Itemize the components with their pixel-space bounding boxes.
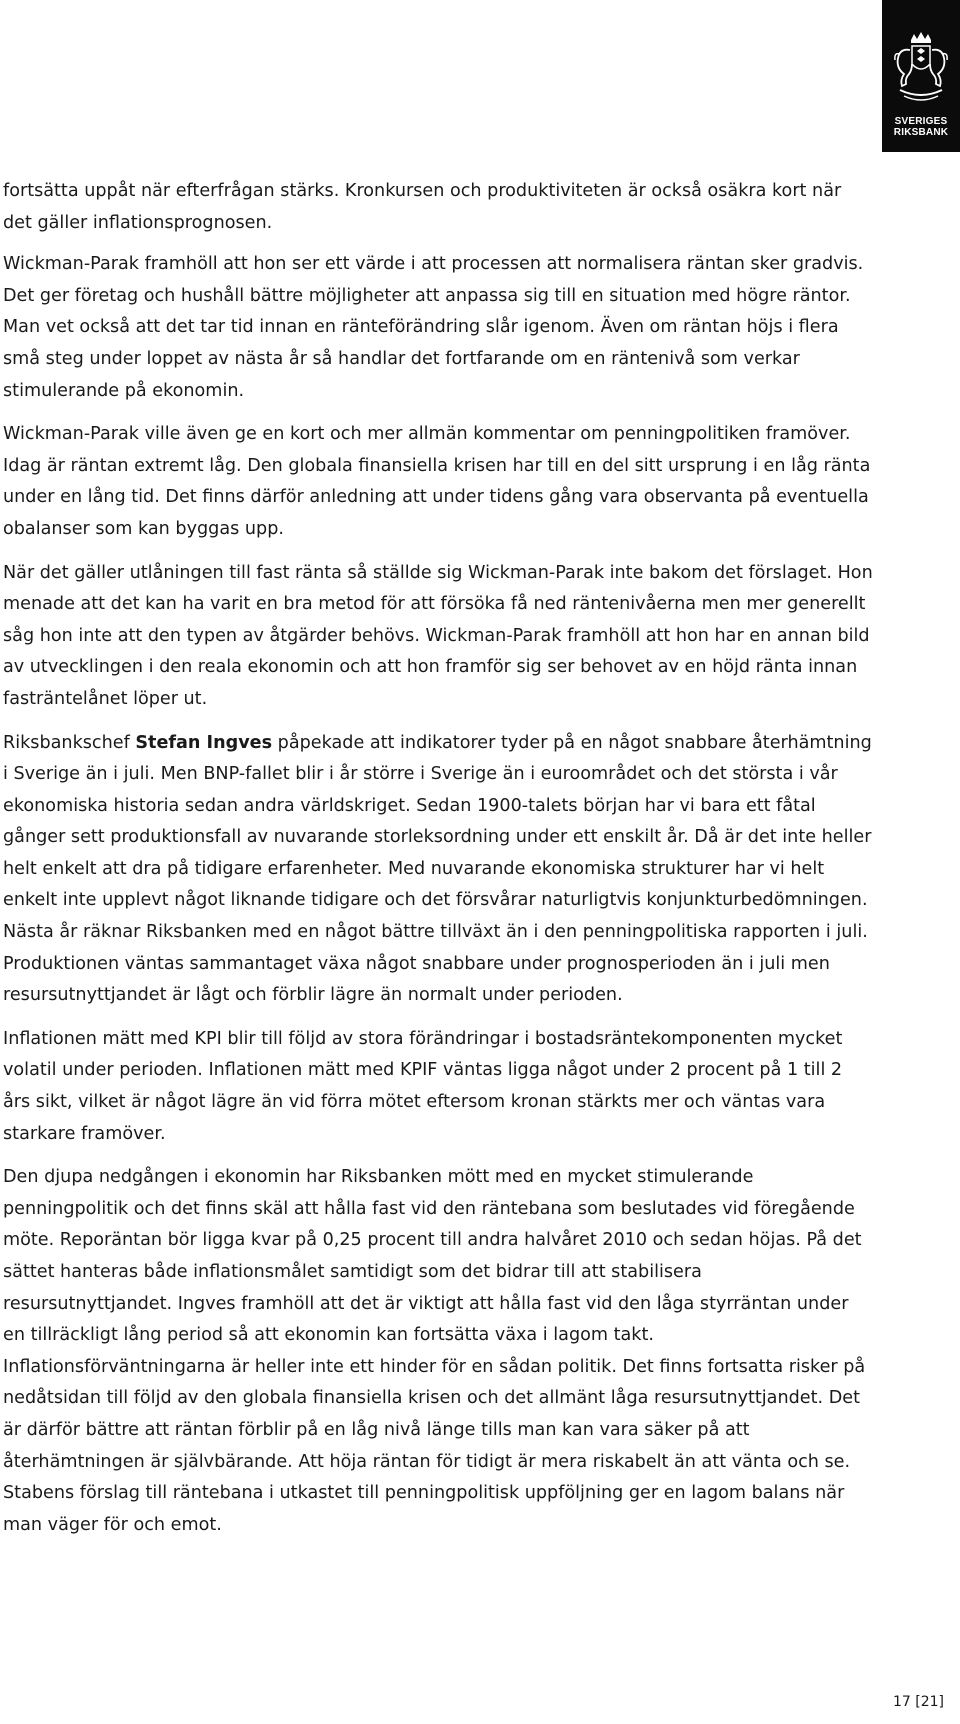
logo-line-1: SVERIGES (894, 116, 948, 127)
logo-line-2: RIKSBANK (893, 127, 949, 138)
logo-wordmark (894, 116, 948, 138)
paragraph-riksbankschef (3, 728, 873, 1012)
paragraph-wickman-parak-fixed-rate: När det gäller utlåningen till fast ränta så ställde sig Wickman-Parak inte bakom det förslaget. Hon menade att det kan ha varit en bra metod för att försöka få ned räntenivåerna men mer generellt såg hon inte att den typen av åtgärder behövs. Wickman-Parak framhöll att hon har en annan bild av utvecklingen i den reala ekonomin och att hon framför sig ser behovet av en höjd ränta innan fasträntelånet löper ut. (3, 562, 873, 709)
crowned-lions-emblem-icon (890, 30, 952, 110)
paragraph-prefix: Riksbankschef (3, 732, 136, 753)
paragraph-rest: påpekade att indikatorer tyder på en något snabbare återhämtning i Sverige än i juli. Men BNP-fallet blir i år större i Sverige än i euroområdet och det största i vår ekonomiska historia sedan andra världskriget. Sedan 1900-talets början har vi bara ett fåtal gånger sett produktionsfall av nuvarande storleksordning under ett enskilt år. Då är det inte heller helt enkelt att dra på tidigare erfarenheter. Med nuvarande ekonomiska strukturer har vi helt enkelt inte upplevt något liknande tidigare och det försvårar naturligtvis konjunkturbedömningen. Nästa år räknar Riksbanken med en något bättre tillväxt än i den penningpolitiska rapporten i juli. Produktionen väntas sammantaget växa något snabbare under prognosperioden än i juli men resursutnyttjandet är lågt och förblir lägre än normalt under perioden. (3, 732, 872, 1006)
paragraph-inflation: Inflationen mätt med KPI blir till följd av stora förändringar i bostadsräntekomponenten mycket volatil under perioden. Inflationen mätt med KPIF väntas ligga något under 2 procent på 1 till 2 års sikt, vilket är något lägre än vid förra mötet eftersom kronan stärkts mer och väntas vara starkare framöver. (3, 1028, 843, 1144)
speaker-name: Stefan Ingves (135, 732, 273, 753)
document-body (3, 176, 873, 1553)
paragraph-wickman-parak-outlook: Wickman-Parak ville även ge en kort och mer allmän kommentar om penningpolitiken framöver. Idag är räntan extremt låg. Den globala finansiella krisen har till en del sitt ursprung i en låg ränta under en lång tid. Det finns därför anledning att under tidens gång vara observanta på eventuella obalanser som kan byggas upp. (3, 424, 871, 539)
paragraph-continuation: fortsätta uppåt när efterfrågan stärks. Kronkursen och produktiviteten är också osäkra kort när det gäller inflationsprognosen. (3, 181, 842, 233)
paragraph-wickman-parak-gradual: Wickman-Parak framhöll att hon ser ett värde i att processen att normalisera räntan sker gradvis. Det ger företag och hushåll bättre möjligheter att anpassa sig till en situation med högre räntor. Man vet också att det tar tid innan en ränteförändring slår igenom. Även om räntan höjs i flera små steg under loppet av nästa år så handlar det fortfarande om en räntenivå som verkar stimulerande på ekonomin. (3, 254, 864, 401)
riksbank-logo (882, 0, 960, 152)
paragraph-policy-conclusion: Den djupa nedgången i ekonomin har Riksbanken mött med en mycket stimulerande penningpolitik och det finns skäl att hålla fast vid den räntebana som beslutades vid föregående möte. Reporäntan bör ligga kvar på 0,25 procent till andra halvåret 2010 och sedan höjas. På det sättet hanteras både inflationsmålet samtidigt som det bidrar till att stabilisera resursutnyttjandet. Ingves framhöll att det är viktigt att hålla fast vid den låga styrräntan under en tillräckligt lång period så att ekonomin kan fortsätta växa i lagom takt. Inflationsförväntningarna är heller inte ett hinder för en sådan politik. Det finns fortsatta risker på nedåtsidan till följd av den globala finansiella krisen och det allmänt låga resursutnyttjandet. Det är därför bättre att räntan förblir på en låg nivå länge tills man kan vara säker på att återhämtningen är självbärande. Att höja räntan för tidigt är mera riskabelt än att vänta och se. Stabens förslag till räntebana i utkastet till penningpolitisk uppföljning ger en lagom balans när man väger för och emot. (3, 1167, 866, 1535)
page-number: 17 [21] (892, 1694, 944, 1710)
